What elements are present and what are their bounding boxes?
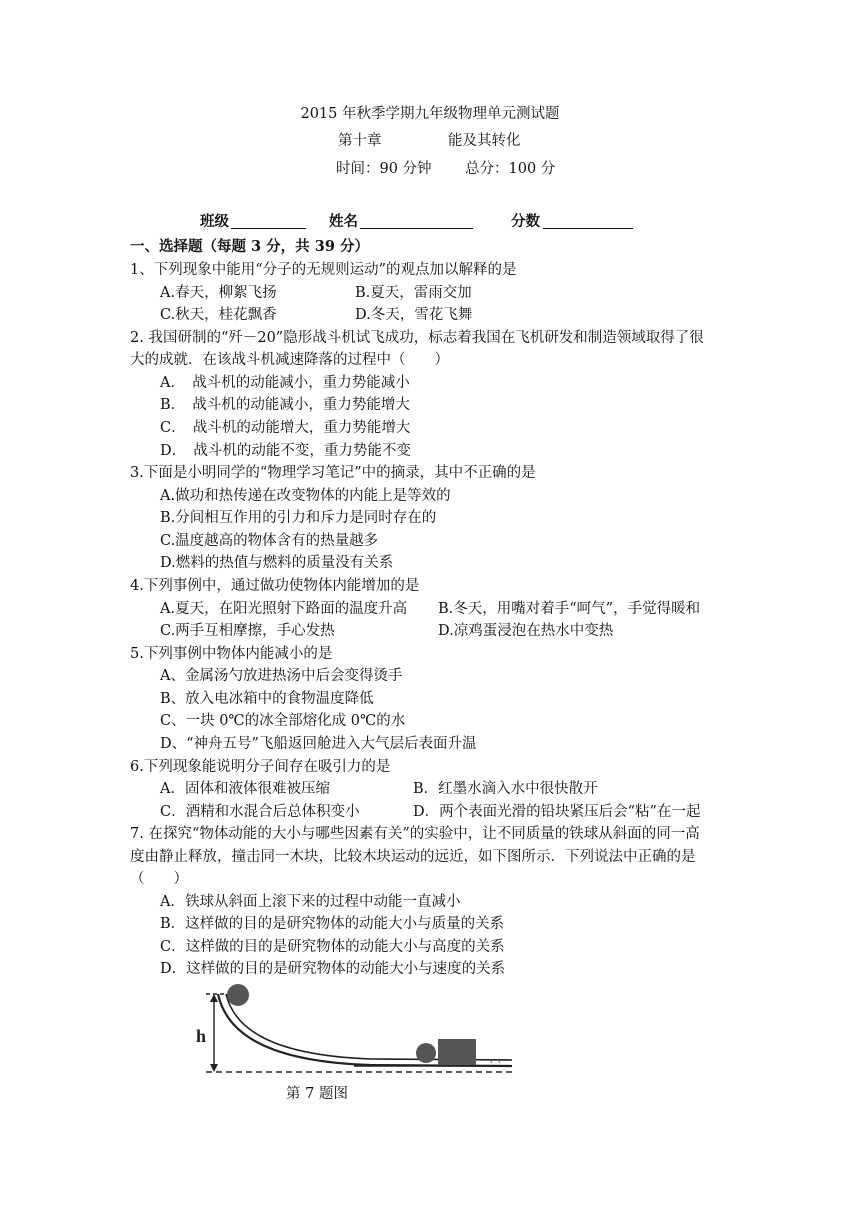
- q4-option-d: D.凉鸡蛋浸泡在热水中变热: [438, 623, 614, 639]
- name-blank[interactable]: [360, 214, 473, 229]
- q4-stem: 4.下列事例中，通过做功使物体内能增加的是: [130, 578, 420, 594]
- q7-stem-line3: （ ）: [130, 871, 188, 887]
- q4-option-a: A.夏天，在阳光照射下路面的温度升高: [160, 601, 408, 617]
- q4-option-b: B.冬天，用嘴对着手“呵气”，手觉得暖和: [438, 601, 701, 617]
- chapter-number: 第十章: [338, 133, 382, 149]
- class-blank[interactable]: [231, 214, 306, 229]
- q6-option-c: C．酒精和水混合后总体积变小: [160, 804, 360, 820]
- name-label: 姓名: [329, 213, 358, 230]
- ball-top: [227, 984, 249, 1006]
- class-label: 班级: [200, 213, 229, 230]
- q2-stem-line1: 2. 我国研制的“歼－20”隐形战斗机试飞成功，标志着我国在飞机研发和制造领域取得了很: [130, 330, 704, 346]
- q4-option-c: C.两手互相摩擦，手心发热: [160, 623, 335, 639]
- q7-stem-line1: 7. 在探究“物体动能的大小与哪些因素有关”的实验中，让不同质量的铁球从斜面的同一高: [130, 826, 700, 842]
- q1-option-b: B.夏天，雷雨交加: [355, 285, 472, 301]
- q1-option-a: A.春天，柳絮飞扬: [160, 285, 277, 301]
- q2-option-c: C． 战斗机的动能增大，重力势能增大: [160, 420, 411, 436]
- q1-stem: 1、下列现象中能用“分子的无规则运动”的观点加以解释的是: [130, 262, 517, 278]
- q7-option-c: C．这样做的目的是研究物体的动能大小与高度的关系: [160, 939, 505, 955]
- height-arrow-head-down: [210, 1064, 218, 1072]
- q5-option-d: D、“神舟五号”飞船返回舱进入大气层后表面升温: [160, 736, 477, 752]
- q2-option-b: B． 战斗机的动能减小，重力势能增大: [160, 397, 410, 413]
- q6-option-a: A．固体和液体很难被压缩: [160, 781, 330, 797]
- ball-bottom: [416, 1043, 436, 1063]
- q5-stem: 5.下列事例中物体内能减小的是: [130, 646, 333, 662]
- q5-option-b: B、放入电冰箱中的食物温度降低: [160, 691, 374, 707]
- section-heading: 一、选择题（每题 3 分，共 39 分）: [130, 238, 369, 255]
- q2-option-a: A． 战斗机的动能减小，重力势能减小: [160, 375, 410, 391]
- q5-option-c: C、一块 0℃的冰全部熔化成 0℃的水: [160, 713, 406, 729]
- figure-caption: 第 7 题图: [286, 1086, 348, 1102]
- q7-figure: [190, 980, 520, 1080]
- q7-option-a: A．铁球从斜面上滚下来的过程中动能一直减小: [160, 894, 461, 910]
- total-score: 总分：100 分: [465, 161, 556, 177]
- wood-block: [438, 1039, 476, 1065]
- q7-option-b: B．这样做的目的是研究物体的动能大小与质量的关系: [160, 916, 505, 932]
- score-label: 分数: [511, 213, 540, 230]
- q3-stem: 3.下面是小明同学的“物理学习笔记”中的摘录，其中不正确的是: [130, 465, 536, 481]
- score-blank[interactable]: [543, 214, 633, 229]
- q2-stem-line2: 大的成就．在该战斗机减速降落的过程中（ ）: [130, 352, 449, 368]
- time-limit: 时间：90 分钟: [336, 161, 432, 177]
- q5-option-a: A、金属汤勺放进热汤中后会变得烫手: [160, 668, 403, 684]
- q3-option-d: D.燃料的热值与燃料的质量没有关系: [160, 555, 394, 571]
- q3-option-c: C.温度越高的物体含有的热量越多: [160, 533, 379, 549]
- q1-option-d: D.冬天，雪花飞舞: [355, 307, 473, 323]
- height-label: h: [196, 1026, 207, 1046]
- q7-option-d: D．这样做的目的是研究物体的动能大小与速度的关系: [160, 961, 506, 977]
- q7-stem-line2: 度由静止释放，撞击同一木块，比较木块运动的远近，如下图所示．下列说法中正确的是: [130, 849, 696, 865]
- chapter-name: 能及其转化: [448, 133, 521, 149]
- q3-option-a: A.做功和热传递在改变物体的内能上是等效的: [160, 488, 451, 504]
- exam-title: 2015 年秋季学期九年级物理单元测试题: [300, 106, 560, 122]
- q3-option-b: B.分间相互作用的引力和斥力是同时存在的: [160, 510, 437, 526]
- q2-option-d: D． 战斗机的动能不变，重力势能不变: [160, 443, 411, 459]
- q6-option-b: B．红墨水滴入水中很快散开: [413, 781, 598, 797]
- q6-option-d: D．两个表面光滑的铅块紧压后会“粘”在一起: [413, 804, 701, 820]
- q1-option-c: C.秋天，桂花飘香: [160, 307, 277, 323]
- height-arrow-head-up: [210, 994, 218, 1002]
- q6-stem: 6.下列现象能说明分子间存在吸引力的是: [130, 759, 391, 775]
